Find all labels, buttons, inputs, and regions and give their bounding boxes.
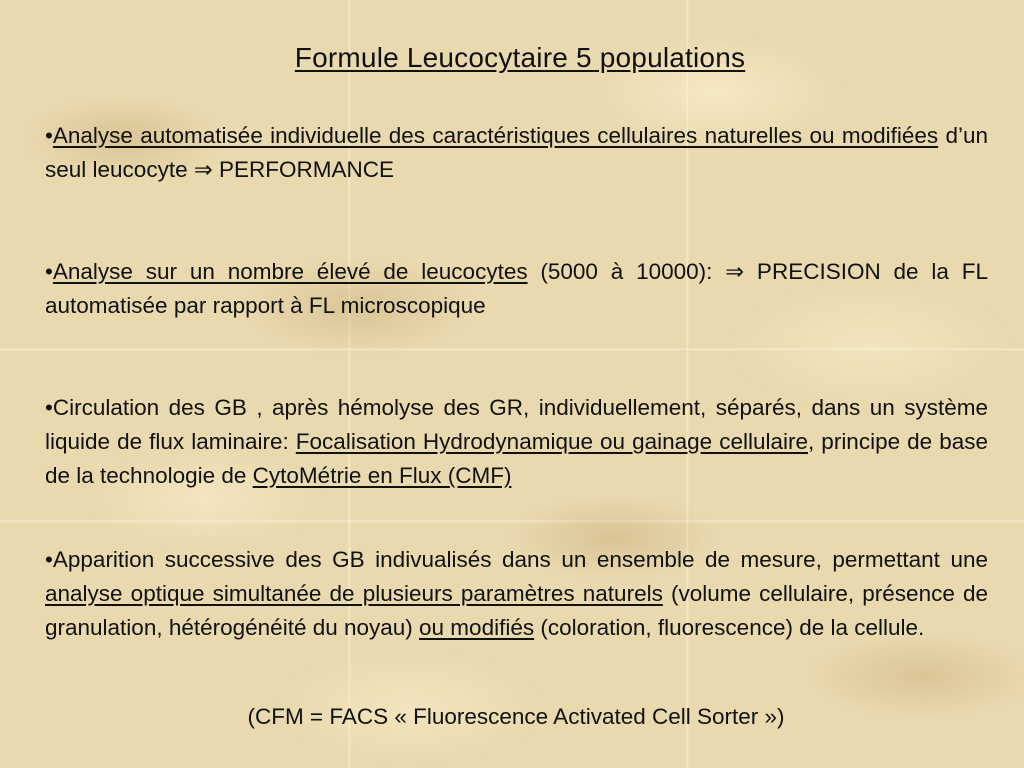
underlined-phrase: Focalisation Hydrodynamique ou gainage cellulaire <box>295 429 809 454</box>
bullet-point-performance <box>45 119 988 187</box>
underlined-phrase: Analyse automatisée individuelle des caractéristiques cellulaires naturelles ou modifiées <box>52 123 939 148</box>
bullet-text: , principe de base de la technologie de <box>45 429 988 488</box>
bullet-text: Apparition successive des GB indivualisés dans un ensemble de mesure, permettant une <box>52 547 988 572</box>
bullet-text: d’un seul leucocyte <box>45 123 988 182</box>
bullet-marker: • <box>45 123 53 148</box>
slide-title: Formule Leucocytaire 5 populations <box>294 42 746 73</box>
bullet-marker: • <box>45 395 53 420</box>
bullet-point-circulation <box>45 391 988 493</box>
bullet-point-precision <box>45 255 988 323</box>
implies-arrow-icon: ⇒ <box>193 157 213 182</box>
underlined-phrase: analyse optique simultanée de plusieurs paramètres naturels <box>45 581 663 606</box>
underlined-phrase: CytoMétrie en Flux (CMF) <box>252 463 512 488</box>
bullet-result: PERFORMANCE <box>212 157 394 182</box>
bullet-marker: • <box>45 547 53 572</box>
underlined-phrase: Analyse sur un nombre élevé de leucocytes <box>52 259 528 284</box>
underlined-phrase: ou modifiés <box>419 615 535 640</box>
implies-arrow-icon: ⇒ <box>725 259 745 284</box>
bullet-result: PRECISION de la FL automatisée par rapport à FL microscopique <box>45 259 988 318</box>
footnote: (CFM = FACS « Fluorescence Activated Cell Sorter ») <box>247 704 785 729</box>
bullet-text: Circulation des GB , après hémolyse des GR, individuellement, séparés, dans un système liquide de flux laminaire: <box>45 395 988 454</box>
bullet-point-apparition <box>45 543 988 645</box>
bullet-marker: • <box>45 259 53 284</box>
bullet-text: (coloration, fluorescence) de la cellule. <box>534 615 925 640</box>
bullet-text: (5000 à 10000): <box>527 259 726 284</box>
bullet-text: (volume cellulaire, présence de granulation, hétérogénéité du noyau) <box>45 581 988 640</box>
